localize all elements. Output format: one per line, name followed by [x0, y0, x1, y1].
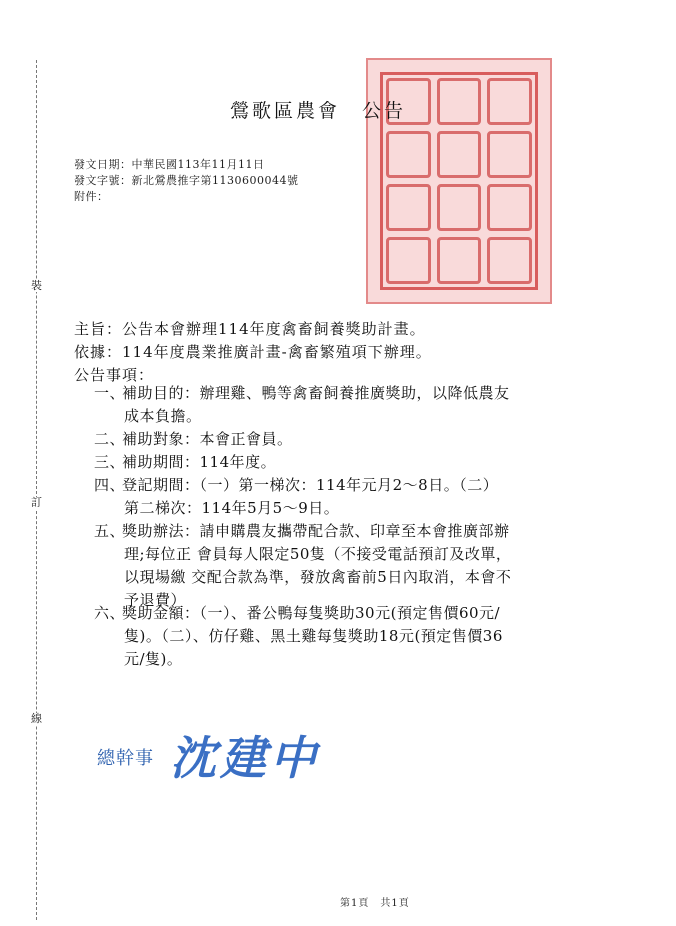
item-text-line: 元/隻)。 [124, 650, 183, 668]
item-text-line: 第二梯次：114年5月5～9日。 [124, 499, 340, 517]
item-number: 三、 [94, 453, 126, 471]
item-text-line: 獎助金額：（一）、番公鴨每隻獎助30元(預定售價60元/ [122, 604, 501, 622]
doc-type: 公告 [362, 100, 407, 122]
item-number: 六、 [94, 604, 126, 622]
binding-mark-xian: 線 [31, 712, 42, 725]
item-text-line: 登記期間：（一）第一梯次：114年元月2～8日。（二） [122, 476, 499, 494]
org-name: 鶯歌區農會 [230, 100, 341, 122]
item-number: 四、 [94, 476, 126, 494]
items-heading: 公告事項： [74, 366, 155, 384]
item-number: 五、 [94, 522, 126, 540]
document-title [230, 96, 406, 123]
binding-line [36, 60, 37, 920]
reference-number: 發文字號：新北鶯農推字第1130600044號 [74, 174, 299, 187]
item-text-line: 補助目的：辦理雞、鴨等禽畜飼養推廣獎助，以降低農友 [122, 384, 510, 402]
item-text-line: 成本負擔。 [124, 407, 202, 425]
item-text-line: 理;每位正 會員每人限定50隻（不接受電話預訂及改單， [124, 545, 512, 563]
item-text-line: 隻)。（二）、仿仔雞、黑土雞每隻獎助18元(預定售價36 [124, 627, 503, 645]
issue-date: 發文日期：中華民國113年11月11日 [74, 158, 265, 171]
item-text-line: 以現場繳 交配合款為準，發放禽畜前5日內取消，本會不 [124, 568, 512, 586]
signature-title: 總幹事 [97, 748, 154, 769]
item-text-line: 予退費） [124, 591, 187, 609]
item-number: 二、 [94, 430, 126, 448]
attachment-label: 附件： [74, 190, 109, 203]
binding-mark-zhuang: 裝 [31, 279, 42, 292]
item-number: 一、 [94, 384, 126, 402]
basis-line: 依據：114年度農業推廣計畫-禽畜繁殖項下辦理。 [74, 343, 432, 361]
item-text-line: 補助對象：本會正會員。 [122, 430, 293, 448]
subject-line: 主旨：公告本會辦理114年度禽畜飼養獎助計畫。 [74, 320, 426, 338]
item-text-line: 補助期間：114年度。 [122, 453, 277, 471]
official-seal [366, 58, 552, 304]
signature-name: 沈建中 [170, 731, 320, 785]
page-number: 第1頁 共1頁 [340, 898, 410, 909]
binding-mark-ding: 訂 [31, 496, 42, 509]
item-text-line: 獎助辦法：請申購農友攜帶配合款、印章至本會推廣部辦 [122, 522, 510, 540]
